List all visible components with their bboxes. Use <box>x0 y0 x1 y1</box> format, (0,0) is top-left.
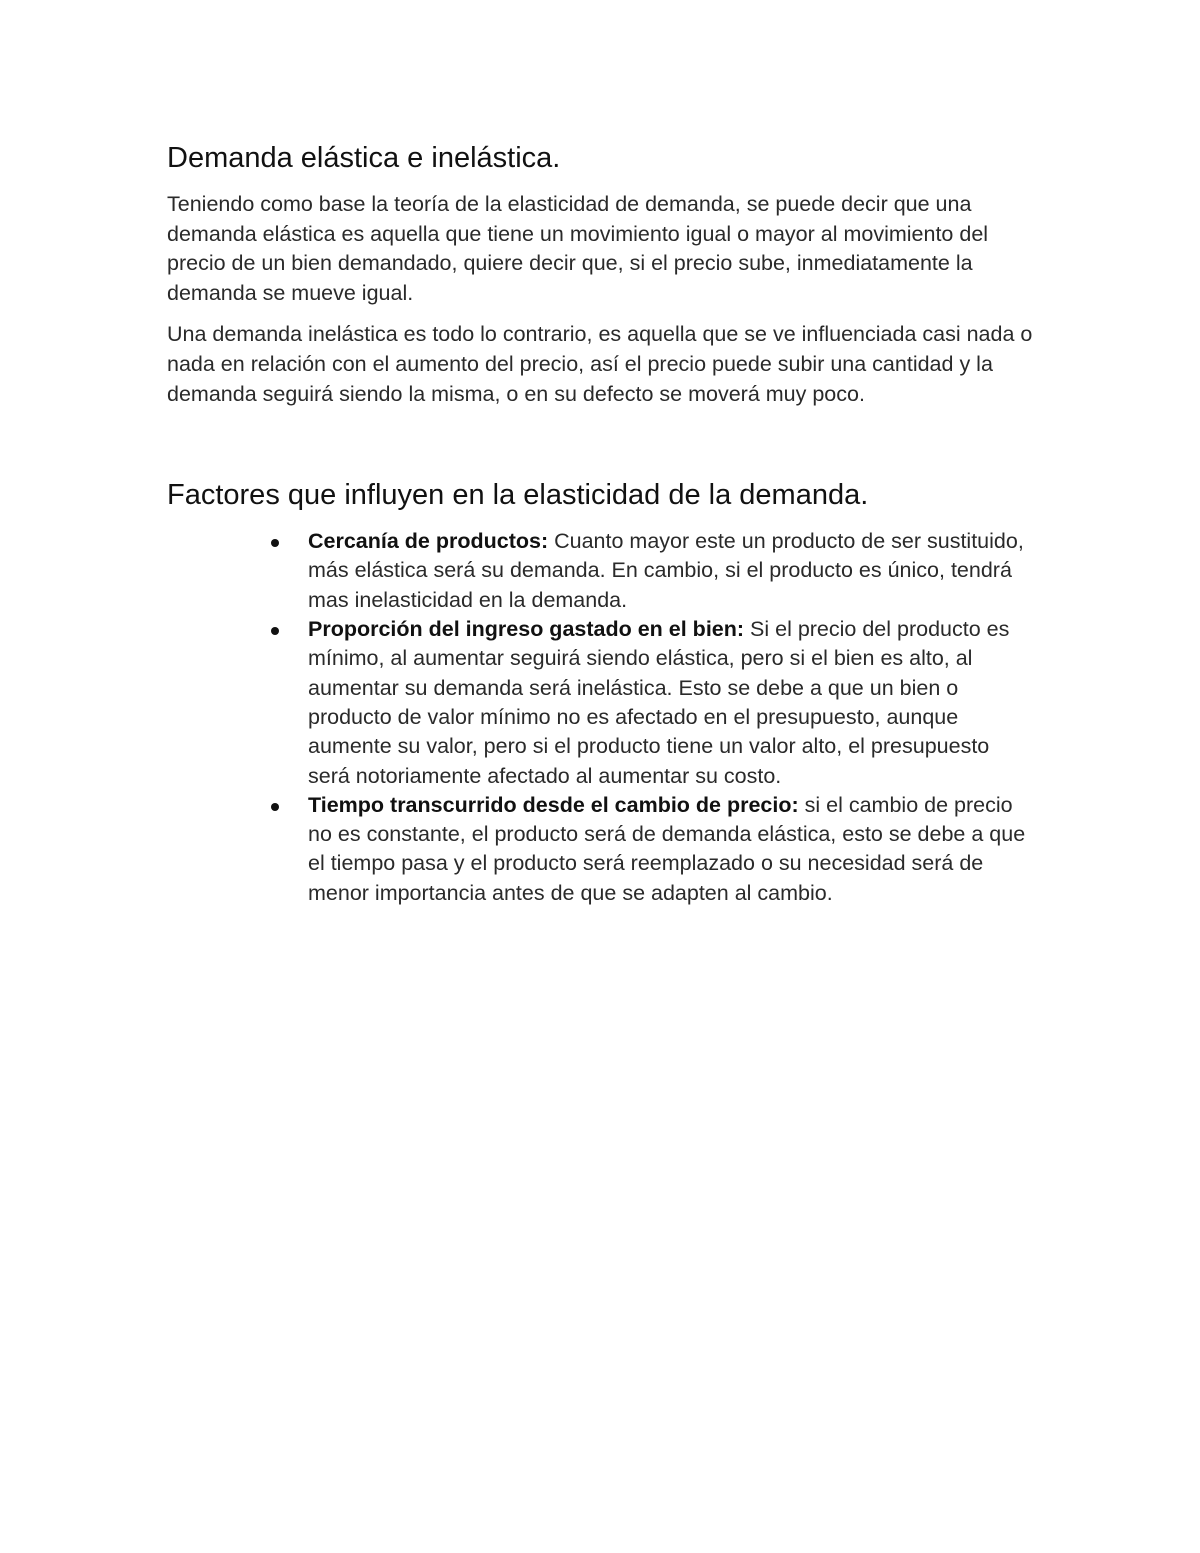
factor-term: Proporción del ingreso gastado en el bien: <box>308 617 745 642</box>
bullet-icon <box>271 803 279 811</box>
factors-list <box>167 527 1037 908</box>
document-page <box>167 140 1037 908</box>
factor-description: si el cambio de precio no es constante, el producto será de demanda elástica, esto se debe a que el tiempo pasa y el producto será reemplazado o su necesidad será de menor importancia antes de que se adapten al cambio. <box>308 792 1026 905</box>
factor-description: Si el precio del producto es mínimo, al aumentar seguirá siendo elástica, pero si el bien es alto, al aumentar su demanda será inelástica. Esto se debe a que un bien o producto de valor mínimo no es afectado en el presupuesto, aunque aumente su valor, pero si el producto tiene un valor alto, el presupuesto será notoriamente afectado al aumentar su costo. <box>308 617 1010 788</box>
paragraph-elastic-demand: Teniendo como base la teoría de la elasticidad de demanda, se puede decir que una demanda elástica es aquella que tiene un movimiento igual o mayor al movimiento del precio de un bien demandado, quiere decir que, si el precio sube, inmediatamente la demanda se mueve igual. <box>167 192 989 305</box>
factor-term: Tiempo transcurrido desde el cambio de precio: <box>308 792 799 817</box>
section-title-elasticity: Demanda elástica e inelástica. <box>167 142 561 174</box>
section-title-factors: Factores que influyen en la elasticidad de la demanda. <box>167 479 869 512</box>
factor-description: Cuanto mayor este un producto de ser sustituido, más elástica será su demanda. En cambio, si el producto es único, tendrá mas inelasticidad en la demanda. <box>308 529 1024 612</box>
bullet-icon <box>271 627 279 635</box>
bullet-icon <box>271 539 279 547</box>
list-item <box>308 527 1037 615</box>
list-item <box>308 615 1037 791</box>
paragraph-inelastic-demand: Una demanda inelástica es todo lo contrario, es aquella que se ve influenciada casi nada o nada en relación con el aumento del precio, así el precio puede subir una cantidad y la demanda seguirá siendo la misma, o en su defecto se moverá muy poco. <box>167 322 1033 406</box>
factor-term: Cercanía de productos: <box>308 529 549 554</box>
list-item <box>308 791 1037 908</box>
